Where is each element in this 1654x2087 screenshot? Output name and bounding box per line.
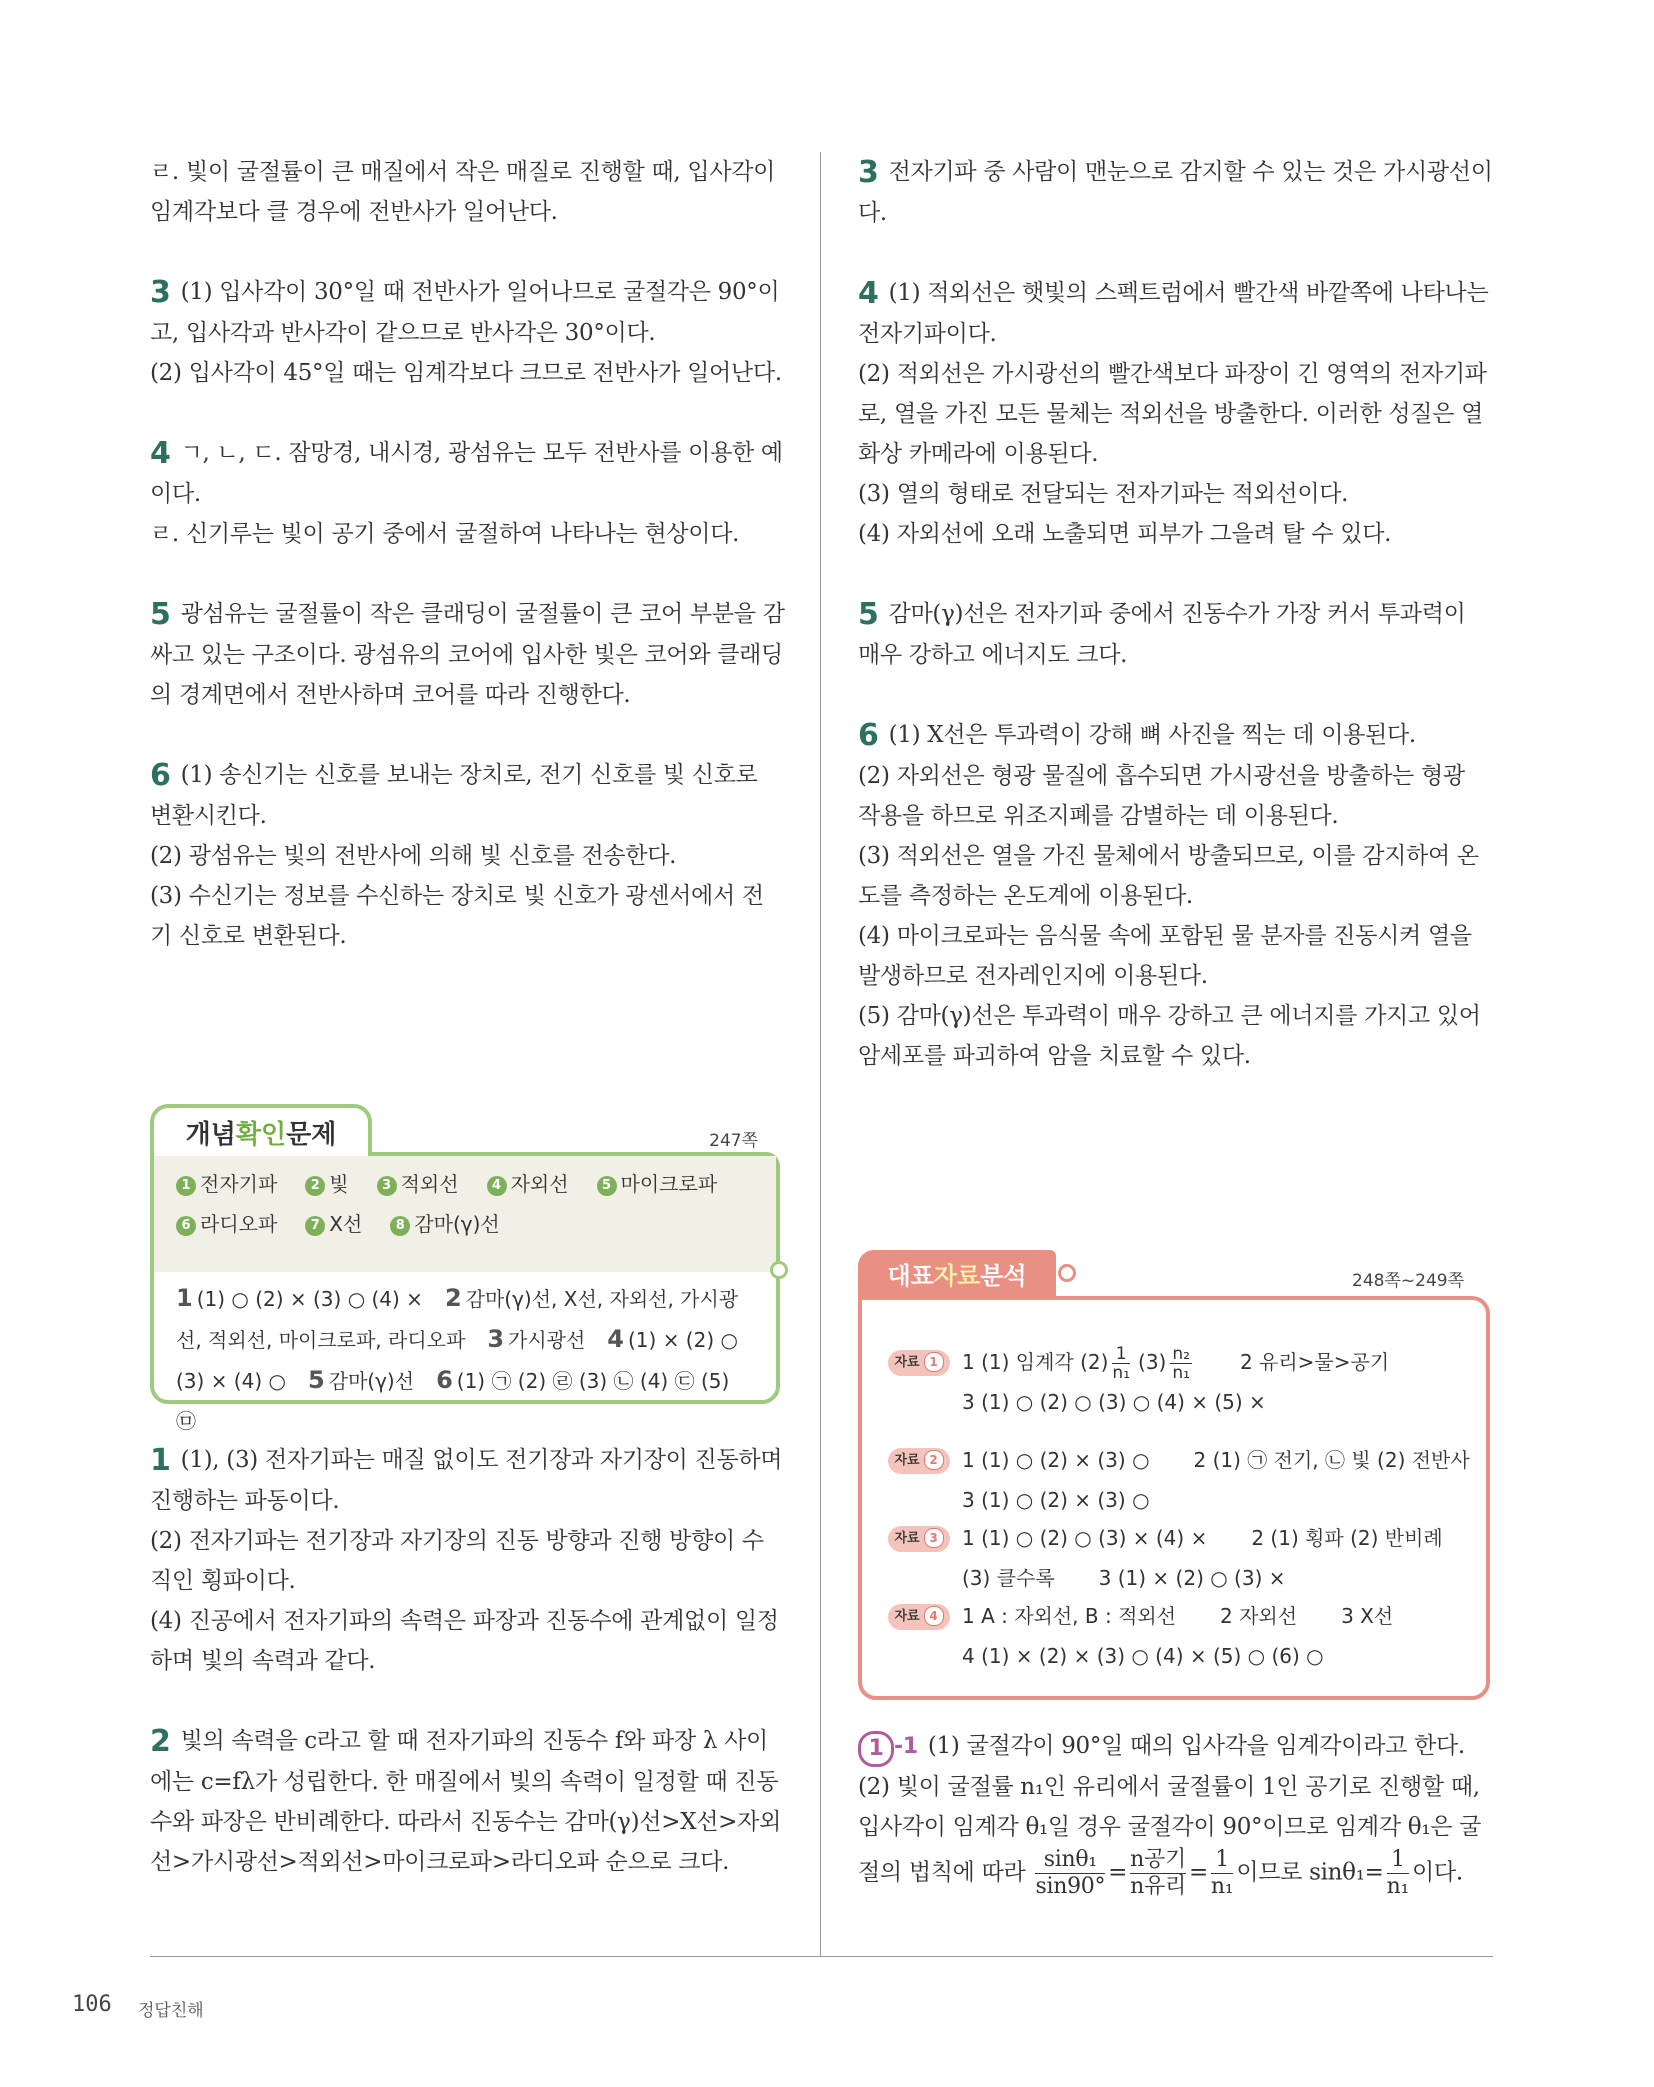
answer-line: (5) 감마(γ)선은 투과력이 매우 강하고 큰 에너지를 가지고 있어 암세포를 파괴하여 암을 치료할 수 있다. xyxy=(858,1003,1481,1069)
keyword-text: 마이크로파 xyxy=(620,1172,718,1196)
concept-answer-text: 감마(γ)선, X선, 자외선, 가시광선, 적외선, 마이크로파, 라디오파 xyxy=(176,1287,739,1352)
concept-answer xyxy=(307,1366,415,1394)
footer-label: 정답친해 xyxy=(138,2001,204,2021)
analysis-row xyxy=(888,1596,1393,1636)
analysis-text: 2 (1) ㉠ 전기, ㉡ 빛 (2) 전반사 xyxy=(1193,1448,1470,1472)
analysis-text: (3) xyxy=(1138,1350,1167,1374)
answer-item xyxy=(858,594,1493,675)
concept-answer-text: (1) ○ (2) × (3) ○ (4) × xyxy=(196,1287,423,1311)
footer-rule xyxy=(150,1956,1493,1957)
analysis-title: 대표 자료 분석 xyxy=(858,1250,1056,1296)
answer-line: (1) 송신기는 신호를 보내는 장치로, 전기 신호를 빛 신호로 변환시킨다. xyxy=(150,762,758,829)
page-number: 106 xyxy=(72,1992,112,2017)
analysis-text: 1 A : 자외선, B : 적외선 xyxy=(962,1604,1177,1628)
column-divider xyxy=(820,152,821,1956)
answer-line: ㄱ, ㄴ, ㄷ. 잠망경, 내시경, 광섬유는 모두 전반사를 이용한 예이다. xyxy=(150,440,783,507)
concept-answer-text: 감마(γ)선 xyxy=(328,1369,415,1393)
data-badge xyxy=(888,1604,950,1630)
left-items xyxy=(150,272,785,956)
concept-answer-text: 가시광선 xyxy=(508,1328,586,1352)
answer-item xyxy=(150,755,785,956)
data-badge-number: 1 xyxy=(924,1352,944,1372)
answer-number: 6 xyxy=(858,718,879,753)
keyword xyxy=(390,1204,499,1244)
keyword xyxy=(176,1204,277,1244)
data-badge-label: 자료 xyxy=(894,1453,920,1468)
fraction-denominator: n₁ xyxy=(1112,1363,1131,1383)
answer-number: 2 xyxy=(150,1724,171,1759)
answer-number: 3 xyxy=(150,275,171,310)
answer-line: (3) 수신기는 정보를 수신하는 장치로 빛 신호가 광센서에서 전기 신호로 변환된다. xyxy=(150,883,764,949)
answer-number: 3 xyxy=(858,155,879,190)
analysis-text: 3 (1) ○ (2) × (3) ○ xyxy=(962,1488,1150,1512)
concept-answer-number: 4 xyxy=(607,1325,624,1353)
data-badge-label: 자료 xyxy=(894,1531,920,1546)
analysis-row xyxy=(888,1636,1324,1676)
fraction xyxy=(1112,1345,1130,1382)
concept-answer-text: (1) ㉠ (2) ㉣ (3) ㉡ (4) ㉢ (5) ㉤ xyxy=(176,1369,730,1433)
data-badge xyxy=(888,1526,950,1552)
answer-line: 광섬유는 굴절률이 작은 클래딩이 굴절률이 큰 코어 부분을 감싸고 있는 구조이다. 광섬유의 코어에 입사한 빛은 코어와 클래딩의 경계면에서 전반사하며 코어를 따라 진행한다. xyxy=(150,601,785,708)
answer-line: (2) 입사각이 45°일 때는 임계각보다 크므로 전반사가 일어난다. xyxy=(150,360,782,386)
answer-line: (3) 열의 형태로 전달되는 전자기파는 적외선이다. xyxy=(858,481,1349,507)
answer-number: 5 xyxy=(858,597,879,632)
concept-body xyxy=(150,1152,780,1433)
analysis-page-ref: 248쪽~249쪽 xyxy=(1352,1271,1464,1291)
answer-number: 6 xyxy=(150,758,171,793)
keyword xyxy=(377,1164,459,1204)
fraction-denominator: n₁ xyxy=(1172,1363,1190,1383)
keyword-number: 5 xyxy=(597,1176,617,1196)
keyword xyxy=(305,1204,362,1244)
analysis-text: 1 (1) ○ (2) × (3) ○ xyxy=(962,1448,1150,1472)
fraction-numerator: n₂ xyxy=(1172,1344,1190,1364)
analysis-row xyxy=(888,1518,1443,1558)
answer-item xyxy=(150,433,785,554)
data-badge xyxy=(888,1448,950,1474)
concept-check-box xyxy=(150,1104,780,1433)
analysis-text: 2 유리>물>공기 xyxy=(1239,1350,1390,1374)
fraction: n공기 n유리 xyxy=(1130,1847,1186,1899)
analysis-row xyxy=(888,1342,1389,1382)
concept-answer-number: 5 xyxy=(307,1366,325,1394)
keyword-number: 3 xyxy=(377,1176,397,1196)
fraction: $\frac{1}{\text{n₁}}$ xyxy=(1210,1847,1234,1899)
answer-item xyxy=(858,715,1493,1076)
analysis-body xyxy=(858,1296,1490,1700)
concept-answer-number: 2 xyxy=(444,1284,462,1312)
concept-answer-number: 6 xyxy=(436,1366,453,1394)
concept-answer xyxy=(487,1325,586,1353)
concept-answers xyxy=(154,1272,776,1447)
analysis-text: 3 (1) × (2) ○ (3) × xyxy=(1098,1566,1286,1590)
keyword-number: 7 xyxy=(305,1216,325,1236)
analysis-text: 3 (1) ○ (2) ○ (3) ○ (4) × (5) × xyxy=(962,1390,1266,1414)
keyword-text: 빛 xyxy=(329,1172,349,1196)
decor-dot xyxy=(770,1261,788,1279)
answer-line: (1) 적외선은 햇빛의 스펙트럼에서 빨간색 바깥쪽에 나타나는 전자기파이다. xyxy=(858,280,1489,347)
analysis-text: 1 (1) 임계각 (2) xyxy=(962,1350,1109,1374)
keyword-number: 2 xyxy=(305,1176,325,1196)
fraction-numerator: 1 xyxy=(1112,1345,1130,1364)
keyword-number: 8 xyxy=(390,1216,410,1236)
analysis-row xyxy=(888,1480,1150,1520)
answer-item xyxy=(858,273,1493,554)
answer-number: 4 xyxy=(150,436,171,471)
answer-item xyxy=(150,1440,785,1681)
final-explanation: 1 -1 (1) 굴절각이 90°일 때의 입사각을 임계각이라고 한다. (2) 빛이 굴절률 n₁인 유리에서 굴절률이 1인 공기로 진행할 때, 입사각이 임계각 θ₁일 경우 굴절각이 90°이므로 임계각 θ₁은 굴절의 법칙에 따라 $\frac{\text{sinθ₁}}{\sin 90^\circ}$ = n공기 n유리 = $\frac{1}{\text{n₁}}$ 이므로 sinθ₁= $\frac{1}{\text{n₁}}$ 이다. xyxy=(858,1733,1482,1899)
answer-line: (1), (3) 전자기파는 매질 없이도 전기장과 자기장이 진동하며 진행하는 파동이다. xyxy=(150,1447,783,1514)
data-analysis-box xyxy=(858,1250,1490,1700)
concept-answer xyxy=(176,1284,423,1312)
data-badge-label: 자료 xyxy=(894,1609,920,1624)
analysis-text: 3 X선 xyxy=(1341,1604,1394,1628)
keyword xyxy=(487,1164,569,1204)
keyword-number: 4 xyxy=(487,1176,507,1196)
fraction: $\frac{\text{sinθ₁}}{\sin 90^\circ}$ xyxy=(1035,1847,1106,1899)
data-badge-number: 3 xyxy=(924,1528,944,1548)
concept-answer-text: (1) × (2) ○ (3) × (4) ○ xyxy=(176,1328,738,1393)
left-column xyxy=(150,152,785,996)
concept-answer-number: 3 xyxy=(487,1325,505,1353)
answer-item xyxy=(150,1721,785,1882)
data-badge-label: 자료 xyxy=(894,1355,920,1370)
concept-keywords xyxy=(154,1156,776,1272)
answer-number: 5 xyxy=(150,597,171,632)
answer-line: (2) 자외선은 형광 물질에 흡수되면 가시광선을 방출하는 형광 작용을 하므로 위조지폐를 감별하는 데 이용된다. xyxy=(858,763,1465,829)
keyword-text: 전자기파 xyxy=(200,1172,278,1196)
answer-line: (1) X선은 투과력이 강해 뼈 사진을 찍는 데 이용된다. xyxy=(888,722,1416,748)
answer-number: 1 xyxy=(150,1443,171,1478)
answer-line: (1) 입사각이 30°일 때 전반사가 일어나므로 굴절각은 90°이고, 입사각과 반사각이 같으므로 반사각은 30°이다. xyxy=(150,279,780,346)
answer-line: (2) 전자기파는 전기장과 자기장의 진동 방향과 진행 방향이 수직인 횡파이다. xyxy=(150,1528,764,1594)
analysis-text: 2 자외선 xyxy=(1220,1604,1298,1628)
keyword-text: 자외선 xyxy=(510,1172,569,1196)
answer-line: (2) 광섬유는 빛의 전반사에 의해 빛 신호를 전송한다. xyxy=(150,843,677,869)
right-column xyxy=(858,152,1493,1116)
keyword-text: 라디오파 xyxy=(200,1212,278,1236)
decor-dot xyxy=(1058,1264,1076,1282)
keyword xyxy=(176,1164,277,1204)
answer-item xyxy=(858,152,1493,233)
concept-title: 개념 확인 문제 xyxy=(150,1104,372,1156)
left-bottom-items xyxy=(150,1440,785,1922)
answer-line: (3) 적외선은 열을 가진 물체에서 방출되므로, 이를 감지하여 온도를 측정하는 온도계에 이용된다. xyxy=(858,843,1479,909)
keyword-text: X선 xyxy=(329,1212,363,1236)
answer-line: 감마(γ)선은 전자기파 중에서 진동수가 가장 커서 투과력이 매우 강하고 에너지도 크다. xyxy=(858,601,1466,668)
answer-number: 4 xyxy=(858,276,879,311)
problem-number-badge: 1 xyxy=(858,1731,894,1767)
data-badge xyxy=(888,1350,950,1376)
answer-item xyxy=(150,272,785,393)
answer-line: (4) 진공에서 전자기파의 속력은 파장과 진동수에 관계없이 일정하며 빛의 속력과 같다. xyxy=(150,1608,779,1674)
keyword-number: 6 xyxy=(176,1216,196,1236)
fraction: $\frac{1}{\text{n₁}}$ xyxy=(1386,1847,1409,1899)
analysis-row xyxy=(888,1440,1470,1480)
keyword xyxy=(305,1164,348,1204)
concept-answer-number: 1 xyxy=(176,1284,193,1312)
left-intro: ㄹ. 빛이 굴절률이 큰 매질에서 작은 매질로 진행할 때, 입사각이 임계각보다 클 경우에 전반사가 일어난다. xyxy=(150,159,776,225)
answer-line: (4) 자외선에 오래 노출되면 피부가 그을려 탈 수 있다. xyxy=(858,521,1392,547)
keyword xyxy=(597,1164,718,1204)
data-badge-number: 4 xyxy=(924,1606,944,1626)
answer-item xyxy=(150,594,785,715)
answer-line: 전자기파 중 사람이 맨눈으로 감지할 수 있는 것은 가시광선이다. xyxy=(858,159,1493,226)
analysis-text: (3) 클수록 xyxy=(962,1566,1055,1590)
answer-line: 빛의 속력을 c라고 할 때 전자기파의 진동수 f와 파장 λ 사이에는 c=fλ가 성립한다. 한 매질에서 빛의 속력이 일정할 때 진동수와 파장은 반비례한다. 따라서 진동수는 감마(γ)선>X선>자외선>가시광선>적외선>마이크로파>라디오파 순으로 크다. xyxy=(150,1728,781,1875)
concept-page-ref: 247쪽 xyxy=(709,1131,758,1151)
analysis-row xyxy=(888,1382,1266,1422)
data-badge-number: 2 xyxy=(924,1450,944,1470)
fraction xyxy=(1170,1345,1192,1382)
answer-line: ㄹ. 신기루는 빛이 공기 중에서 굴절하여 나타나는 현상이다. xyxy=(150,521,740,547)
keyword-text: 적외선 xyxy=(400,1172,459,1196)
analysis-text: 2 (1) 횡파 (2) 반비례 xyxy=(1251,1526,1443,1550)
analysis-row xyxy=(888,1558,1285,1598)
answer-line: (2) 적외선은 가시광선의 빨간색보다 파장이 긴 영역의 전자기파로, 열을 가진 모든 물체는 적외선을 방출한다. 이러한 성질은 열화상 카메라에 이용된다. xyxy=(858,361,1487,467)
analysis-text: 1 (1) ○ (2) ○ (3) × (4) × xyxy=(962,1526,1208,1550)
keyword-text: 감마(γ)선 xyxy=(414,1212,500,1236)
keyword-number: 1 xyxy=(176,1176,196,1196)
answer-line: (4) 마이크로파는 음식물 속에 포함된 물 분자를 진동시켜 열을 발생하므로 전자레인지에 이용된다. xyxy=(858,923,1472,989)
analysis-text: 4 (1) × (2) × (3) ○ (4) × (5) ○ (6) ○ xyxy=(962,1644,1324,1668)
